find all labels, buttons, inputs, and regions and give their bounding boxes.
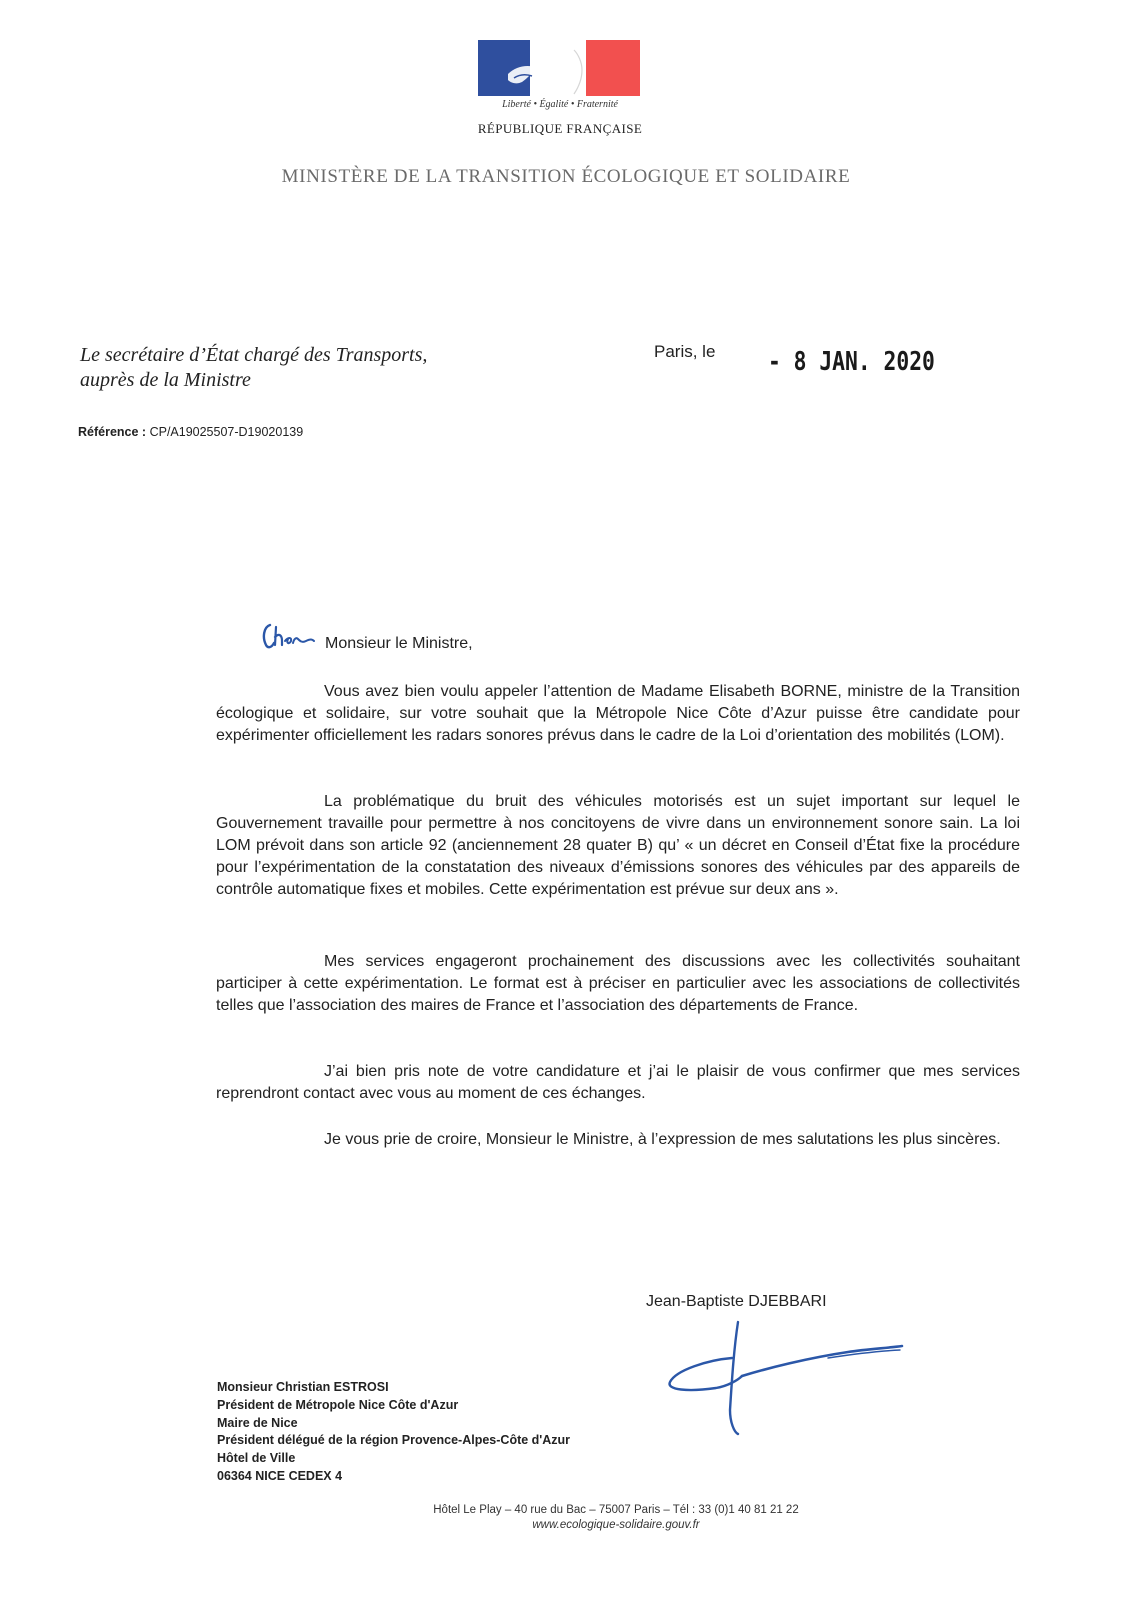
recipient-address [217,1379,570,1486]
recipient-line: Monsieur Christian ESTROSI [217,1380,389,1394]
recipient-line: Président de Métropole Nice Côte d'Azur [217,1397,459,1412]
body-paragraph-3: Mes services engageront prochainement des discussions avec les collectivités souhaitant participer à cette expérimentation. Le format est à préciser en particulier avec les associations de collectivités telles que l’association des maires de France et l’association des départements de France. [216,953,1020,1014]
recipient-line: Hôtel de Ville [217,1451,296,1466]
reference-label: Référence : [78,425,147,439]
body-paragraph-2: La problématique du bruit des véhicules motorisés est un sujet important sur lequel le Gouvernement travaille pour permettre à nos concitoyens de vivre dans un environnement sonore sain. La loi LOM prévoit dans son article 92 (anciennement 28 quater B) qu’ « un décret en Conseil d’État fixe la procédure pour l’expérimentation de la constatation des niveaux d’émissions sonores des véhicules par des appareils de contrôle automatique fixes et mobiles. Cette expérimentation est prévue sur deux ans ». [216,793,1020,898]
handwritten-signature-icon [668,1318,904,1436]
recipient-line: Maire de Nice [217,1415,298,1430]
footer-website: www.ecologique-solidaire.gouv.fr [532,1519,700,1531]
body-paragraph-5: Je vous prie de croire, Monsieur le Ministre, à l’expression de mes salutations les plus sincères. [324,1131,1001,1148]
reference-line [78,425,303,439]
republique-francaise: RÉPUBLIQUE FRANÇAISE [477,121,643,136]
salutation: Monsieur le Ministre, [325,635,473,652]
sender-title [80,343,427,393]
republic-motto: Liberté • Égalité • Fraternité [502,99,618,110]
dateline-place: Paris, le [654,342,716,361]
handwritten-cher-icon [260,621,316,651]
recipient-line: 06364 NICE CEDEX 4 [217,1468,343,1483]
sender-line-2: auprès de la Ministre [80,369,251,391]
body-paragraph-4: J’ai bien pris note de votre candidature et j’ai le plaisir de vous confirmer que mes services reprendront contact avec vous au moment de ces échanges. [216,1063,1020,1102]
date-stamp: - 8 JAN. 2020 [768,347,935,377]
recipient-line: Président délégué de la région Provence-Alpes-Côte d'Azur [217,1433,571,1448]
ministry-name: MINISTÈRE DE LA TRANSITION ÉCOLOGIQUE ET SOLIDAIRE [281,166,851,187]
sender-line-1: Le secrétaire d’État chargé des Transports, [80,344,428,366]
footer-address: Hôtel Le Play – 40 rue du Bac – 75007 Paris – Tél : 33 (0)1 40 81 21 22 [433,1504,799,1516]
reference-value: CP/A19025507-D19020139 [149,425,304,439]
body-paragraph-1: Vous avez bien voulu appeler l’attention de Madame Elisabeth BORNE, ministre de la Transition écologique et solidaire, sur votre souhait que la Métropole Nice Côte d’Azur puisse être candidate pour expérimenter officiellement les radars sonores prévus dans le cadre de la Loi d’orientation des mobilités (LOM). [216,683,1020,744]
marianne-logo [478,40,640,96]
signer-name: Jean-Baptiste DJEBBARI [646,1293,827,1310]
